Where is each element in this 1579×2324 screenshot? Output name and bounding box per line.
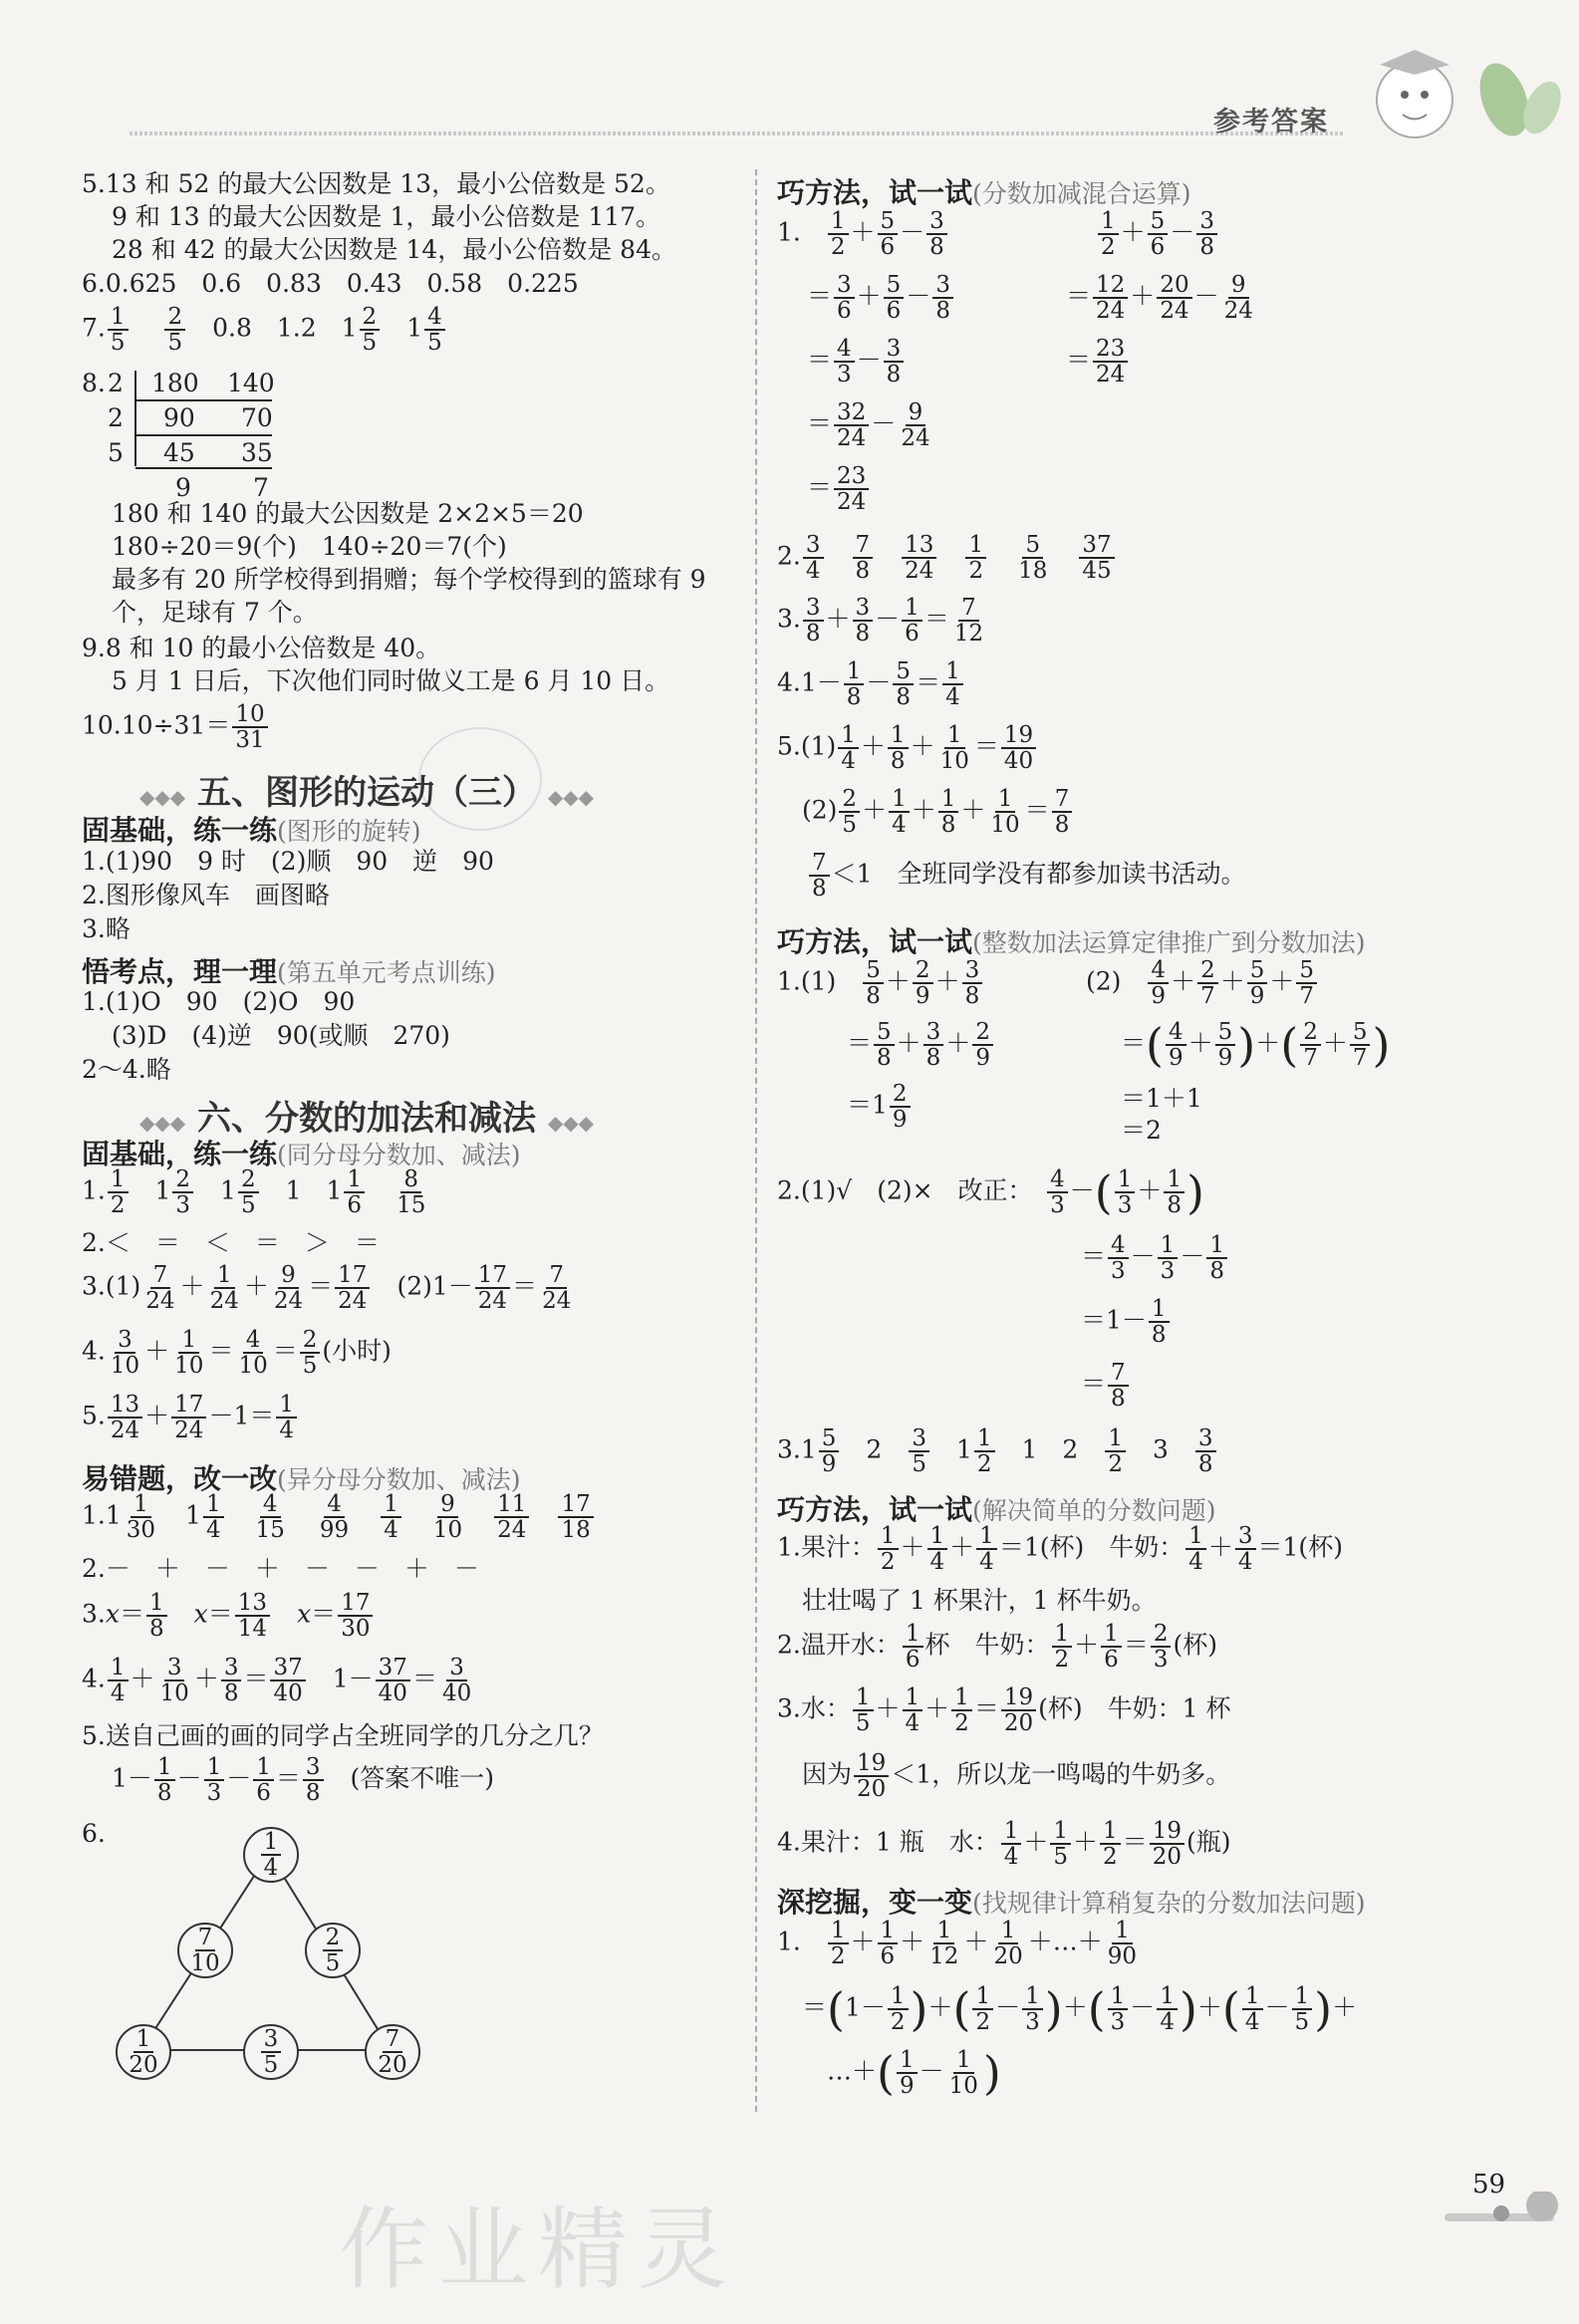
column-divider (755, 169, 757, 2112)
r-q1-b2: ＝ $\frac{12}{24}$ ＋ $\frac{20}{24}$ － $\frac{9}{24}$ (1066, 272, 1253, 325)
triangle-node-midleft: $\frac{7}{10}$ (177, 1923, 233, 1978)
triangle-node-bottommid: $\frac{3}{5}$ (243, 2024, 299, 2080)
unit5-title: ◆◆◆ 五、图形的运动（三） ◆◆◆ (139, 773, 594, 813)
r2-q2-4: ＝ $\frac{7}{8}$ (1081, 1361, 1131, 1411)
u6-q3: 3.(1) $\frac{7}{24}$ ＋ $\frac{1}{24}$ ＋ $\frac{9}{24}$ ＝ $\frac{17}{24}$ (2)1－ $\frac{17}{24}$ ＝ $\frac{7}{24}$ (82, 1262, 572, 1315)
r-q1-a5: ＝ $\frac{23}{24}$ (807, 464, 871, 514)
r-q1-a1: 1. $\frac{1}{2}$ ＋ $\frac{5}{6}$ － $\frac{3}{8}$ (777, 209, 949, 259)
section-qiaofangfa-1: 巧方法，试一试(分数加减混合运算) (777, 176, 1191, 209)
r2-q1-a3: ＝1 $\frac{2}{9}$ (847, 1082, 913, 1132)
e-q3: 3.x＝ $\frac{1}{8}$ x＝ $\frac{13}{14}$ x＝ $\frac{17}{30}$ (82, 1591, 375, 1641)
u5-line2: 2.图形像风车 画图略 (82, 881, 330, 909)
r-q1-a4: ＝ $\frac{32}{24}$ － $\frac{9}{24}$ (807, 399, 930, 452)
page-number: 59 (1472, 2170, 1506, 2199)
section-qiaofangfa-2: 巧方法，试一试(整数加法运算定律推广到分数加法) (777, 925, 1366, 958)
p-q1-line2: 壮壮喝了 1 杯果汁，1 杯牛奶。 (802, 1586, 1157, 1615)
ladder-cell: 90 (163, 403, 195, 432)
e-q2: 2.－ ＋ － ＋ － － ＋ － (82, 1554, 479, 1583)
section-wukaodian: 悟考点，理一理(第五单元考点训练) (82, 955, 496, 988)
r-q5-1: 5.(1) $\frac{1}{4}$ ＋ $\frac{1}{8}$ ＋ $\frac{1}{10}$ ＝ $\frac{19}{40}$ (777, 723, 1038, 773)
q10: 10.10÷31＝ $\frac{10}{31}$ (82, 702, 270, 752)
r2-q1-b3: ＝1＋1 (1121, 1084, 1202, 1113)
u5b-line1: 1.(1)O 90 (2)O 90 (82, 987, 356, 1016)
r2-q3: 3.1 $\frac{5}{9}$ 2 $\frac{3}{5}$ 1 $\frac{1}{2}$ 1 2 $\frac{1}{2}$ 3 $\frac{3}{8}$ (777, 1426, 1218, 1476)
section-yicuoti: 易错题，改一改(异分母分数加、减法) (82, 1462, 521, 1495)
r-q1-a2: ＝ $\frac{3}{6}$ ＋ $\frac{5}{6}$ － $\frac{3}{8}$ (807, 273, 955, 323)
r-q4: 4.1－ $\frac{1}{8}$ － $\frac{5}{8}$ ＝ $\frac{1}{4}$ (777, 659, 965, 709)
q8-text1: 180 和 140 的最大公因数是 2×2×5＝20 (112, 499, 584, 528)
section-gujichu-1: 固基础，练一练(图形的旋转) (82, 814, 421, 847)
ladder-div: 2 (108, 403, 124, 432)
r-q1-b1: $\frac{1}{2}$ ＋ $\frac{5}{6}$ － $\frac{3}{8}$ (1096, 209, 1219, 259)
r2-q1-a2: ＝ $\frac{5}{8}$ ＋ $\frac{3}{8}$ ＋ $\frac{2}{9}$ (847, 1020, 995, 1070)
r-q2: 2. $\frac{3}{4}$ $\frac{7}{8}$ $\frac{13}{24}$ $\frac{1}{2}$ $\frac{5}{18}$ $\frac{37}{45}$ (777, 533, 1117, 583)
u5-line3: 3.略 (82, 914, 131, 943)
d-q1-1: 1. $\frac{1}{2}$ ＋ $\frac{1}{6}$ ＋ $\frac{1}{12}$ ＋ $\frac{1}{20}$ ＋…＋ $\frac{1}{90}$ (777, 1918, 1138, 1970)
r-q1-a3: ＝ $\frac{4}{3}$ － $\frac{3}{8}$ (807, 337, 906, 387)
u5-line1: 1.(1)90 9 时 (2)顺 90 逆 90 (82, 847, 494, 876)
d-q1-3: …＋( $\frac{1}{9}$ － $\frac{1}{10}$ ) (827, 2046, 1001, 2101)
d-q1-2: ＝(1－ $\frac{1}{2}$ )＋( $\frac{1}{2}$ － $\frac{1}{3}$ )＋( $\frac{1}{3}$ － $\frac{1}{4}$ )＋( $\frac{1}{4}$ － $\frac{1}{5}$ )＋ (802, 1982, 1358, 2037)
triangle-node-midright: $\frac{2}{5}$ (305, 1923, 361, 1978)
ladder-cell: 70 (241, 403, 273, 432)
ladder-cell: 180 (151, 369, 199, 397)
u5b-line3: 2～4.略 (82, 1055, 171, 1084)
q6: 6.0.625 0.6 0.83 0.43 0.58 0.225 (82, 269, 579, 298)
watermark: 作业精灵 (339, 2197, 737, 2302)
ladder-cell: 140 (227, 369, 275, 397)
u5b-line2: (3)D (4)逆 90(或顺 270) (112, 1021, 450, 1050)
ladder-cell: 45 (163, 438, 195, 467)
u6-q2: 2.＜ ＝ ＜ ＝ ＞ ＝ (82, 1228, 380, 1257)
p-q2: 2.温开水： $\frac{1}{6}$ 杯 牛奶： $\frac{1}{2}$ ＋ $\frac{1}{6}$ ＝ $\frac{2}{3}$ (杯) (777, 1621, 1217, 1674)
e-q1: 1.1 $\frac{1}{30}$ 1 $\frac{1}{4}$ $\frac{4}{15}$ $\frac{4}{99}$ $\frac{1}{4}$ $\frac{9}{10}$ $\frac{11}{24}$ $\frac{17}{18}$ (82, 1492, 596, 1542)
r-q5-3: $\frac{7}{8}$ ＜1 全班同学没有都参加读书活动。 (807, 851, 1246, 901)
r-q5-2: (2) $\frac{2}{5}$ ＋ $\frac{1}{4}$ ＋ $\frac{1}{8}$ ＋ $\frac{1}{10}$ ＝ $\frac{7}{8}$ (802, 787, 1074, 837)
r2-q2-3: ＝1－ $\frac{1}{8}$ (1081, 1297, 1172, 1347)
e-q5: 5.送自己画的画的同学占全班同学的几分之几？ (82, 1721, 604, 1750)
r2-q1-a1: 1.(1) $\frac{5}{8}$ ＋ $\frac{2}{9}$ ＋ $\frac{3}{8}$ (777, 958, 984, 1008)
section-qiaofangfa-3: 巧方法，试一试(解决简单的分数问题) (777, 1493, 1216, 1526)
q9-line1: 9.8 和 10 的最小公倍数是 40。 (82, 634, 441, 662)
triangle-node-top: $\frac{1}{4}$ (243, 1827, 299, 1883)
p-q4: 4.果汁：1 瓶 水： $\frac{1}{4}$ ＋ $\frac{1}{5}$ ＋ $\frac{1}{2}$ ＝ $\frac{19}{20}$ (瓶) (777, 1818, 1231, 1871)
unit6-title: ◆◆◆ 六、分数的加法和减法 ◆◆◆ (139, 1099, 594, 1139)
r2-q1-b4: ＝2 (1121, 1116, 1162, 1145)
mascot-icon (1365, 30, 1574, 149)
q8-text4: 个，足球有 7 个。 (112, 598, 318, 627)
e-q5-eq: 1－ $\frac{1}{8}$ － $\frac{1}{3}$ － $\frac{1}{6}$ ＝ $\frac{3}{8}$ (答案不唯一) (112, 1754, 495, 1807)
ladder-div: 5 (108, 438, 124, 467)
q5-line3: 28 和 42 的最大公因数是 14，最小公倍数是 84。 (112, 235, 676, 264)
section-shenwajue: 深挖掘，变一变(找规律计算稍复杂的分数加法问题) (777, 1886, 1366, 1919)
header-rule (130, 131, 1345, 135)
p-q3-line2: 因为 $\frac{19}{20}$ ＜1，所以龙一鸣喝的牛奶多。 (802, 1750, 1231, 1803)
p-q3: 3.水： $\frac{1}{5}$ ＋ $\frac{1}{4}$ ＋ $\frac{1}{2}$ ＝ $\frac{19}{20}$ (杯) 牛奶：1 杯 (777, 1684, 1231, 1737)
r2-q2-1: 2.(1)√ (2)× 改正： $\frac{4}{3}$ －( $\frac{1}{3}$ ＋ $\frac{1}{8}$ ) (777, 1165, 1204, 1220)
ladder-div: 2 (108, 369, 124, 397)
triangle-node-bottomright: $\frac{7}{20}$ (365, 2024, 420, 2080)
header-title: 参考答案 (1213, 107, 1329, 137)
q8-number: 8. (82, 369, 106, 397)
ladder-cell: 35 (241, 438, 273, 467)
ladder-cell: 9 (175, 473, 191, 502)
page-corner-decoration-icon (1445, 2192, 1564, 2231)
q8-text2: 180÷20＝9(个) 140÷20＝7(个) (112, 532, 507, 561)
r-q1-b3: ＝ $\frac{23}{24}$ (1066, 337, 1130, 387)
u6-q4: 4. $\frac{3}{10}$ ＋ $\frac{1}{10}$ ＝ $\frac{4}{10}$ ＝ $\frac{2}{5}$ (小时) (82, 1327, 392, 1380)
r-q3: 3. $\frac{3}{8}$ ＋ $\frac{3}{8}$ － $\frac{1}{6}$ ＝ $\frac{7}{12}$ (777, 595, 984, 647)
section-gujichu-2: 固基础，练一练(同分母分数加、减法) (82, 1138, 521, 1170)
q8-text3: 最多有 20 所学校得到捐赠；每个学校得到的篮球有 9 (112, 565, 706, 594)
u6-q5: 5. $\frac{13}{24}$ ＋ $\frac{17}{24}$ －1＝ $\frac{1}{4}$ (82, 1393, 299, 1442)
u6-q1: 1. $\frac{1}{2}$ 1 $\frac{2}{3}$ 1 $\frac{2}{5}$ 1 1 $\frac{1}{6}$ $\frac{8}{15}$ (82, 1166, 426, 1219)
q7: 7. $\frac{1}{5}$ $\frac{2}{5}$ 0.8 1.2 1 $\frac{2}{5}$ 1 $\frac{4}{5}$ (82, 305, 447, 355)
ladder-cell: 7 (253, 473, 269, 502)
q5-line2: 9 和 13 的最大公因数是 1，最小公倍数是 117。 (112, 202, 661, 231)
p-q1: 1.果汁： $\frac{1}{2}$ ＋ $\frac{1}{4}$ ＋ $\frac{1}{4}$ ＝1(杯) 牛奶： $\frac{1}{4}$ ＋ $\frac{3}{4}$ ＝1(杯) (777, 1523, 1343, 1576)
triangle-node-bottomleft: $\frac{1}{20}$ (116, 2024, 171, 2080)
e-q4: 4. $\frac{1}{4}$ ＋ $\frac{3}{10}$ ＋ $\frac{3}{8}$ ＝ $\frac{37}{40}$ 1－ $\frac{37}{40}$ ＝ $\frac{3}{40}$ (82, 1655, 472, 1707)
r2-q1-b2: ＝( $\frac{4}{9}$ ＋ $\frac{5}{9}$ )＋( $\frac{2}{7}$ ＋ $\frac{5}{7}$ ) (1121, 1018, 1391, 1073)
r2-q1-b1: (2) $\frac{4}{9}$ ＋ $\frac{2}{7}$ ＋ $\frac{5}{9}$ ＋ $\frac{5}{7}$ (1086, 958, 1319, 1008)
q8-division-ladder (108, 371, 307, 510)
r2-q2-2: ＝ $\frac{4}{3}$ － $\frac{1}{3}$ － $\frac{1}{8}$ (1081, 1233, 1229, 1283)
q9-line2: 5 月 1 日后，下次他们同时做义工是 6 月 10 日。 (112, 666, 670, 695)
q5-line1: 5.13 和 52 的最大公因数是 13，最小公倍数是 52。 (82, 169, 670, 198)
e-q6: 6. (82, 1819, 106, 1848)
